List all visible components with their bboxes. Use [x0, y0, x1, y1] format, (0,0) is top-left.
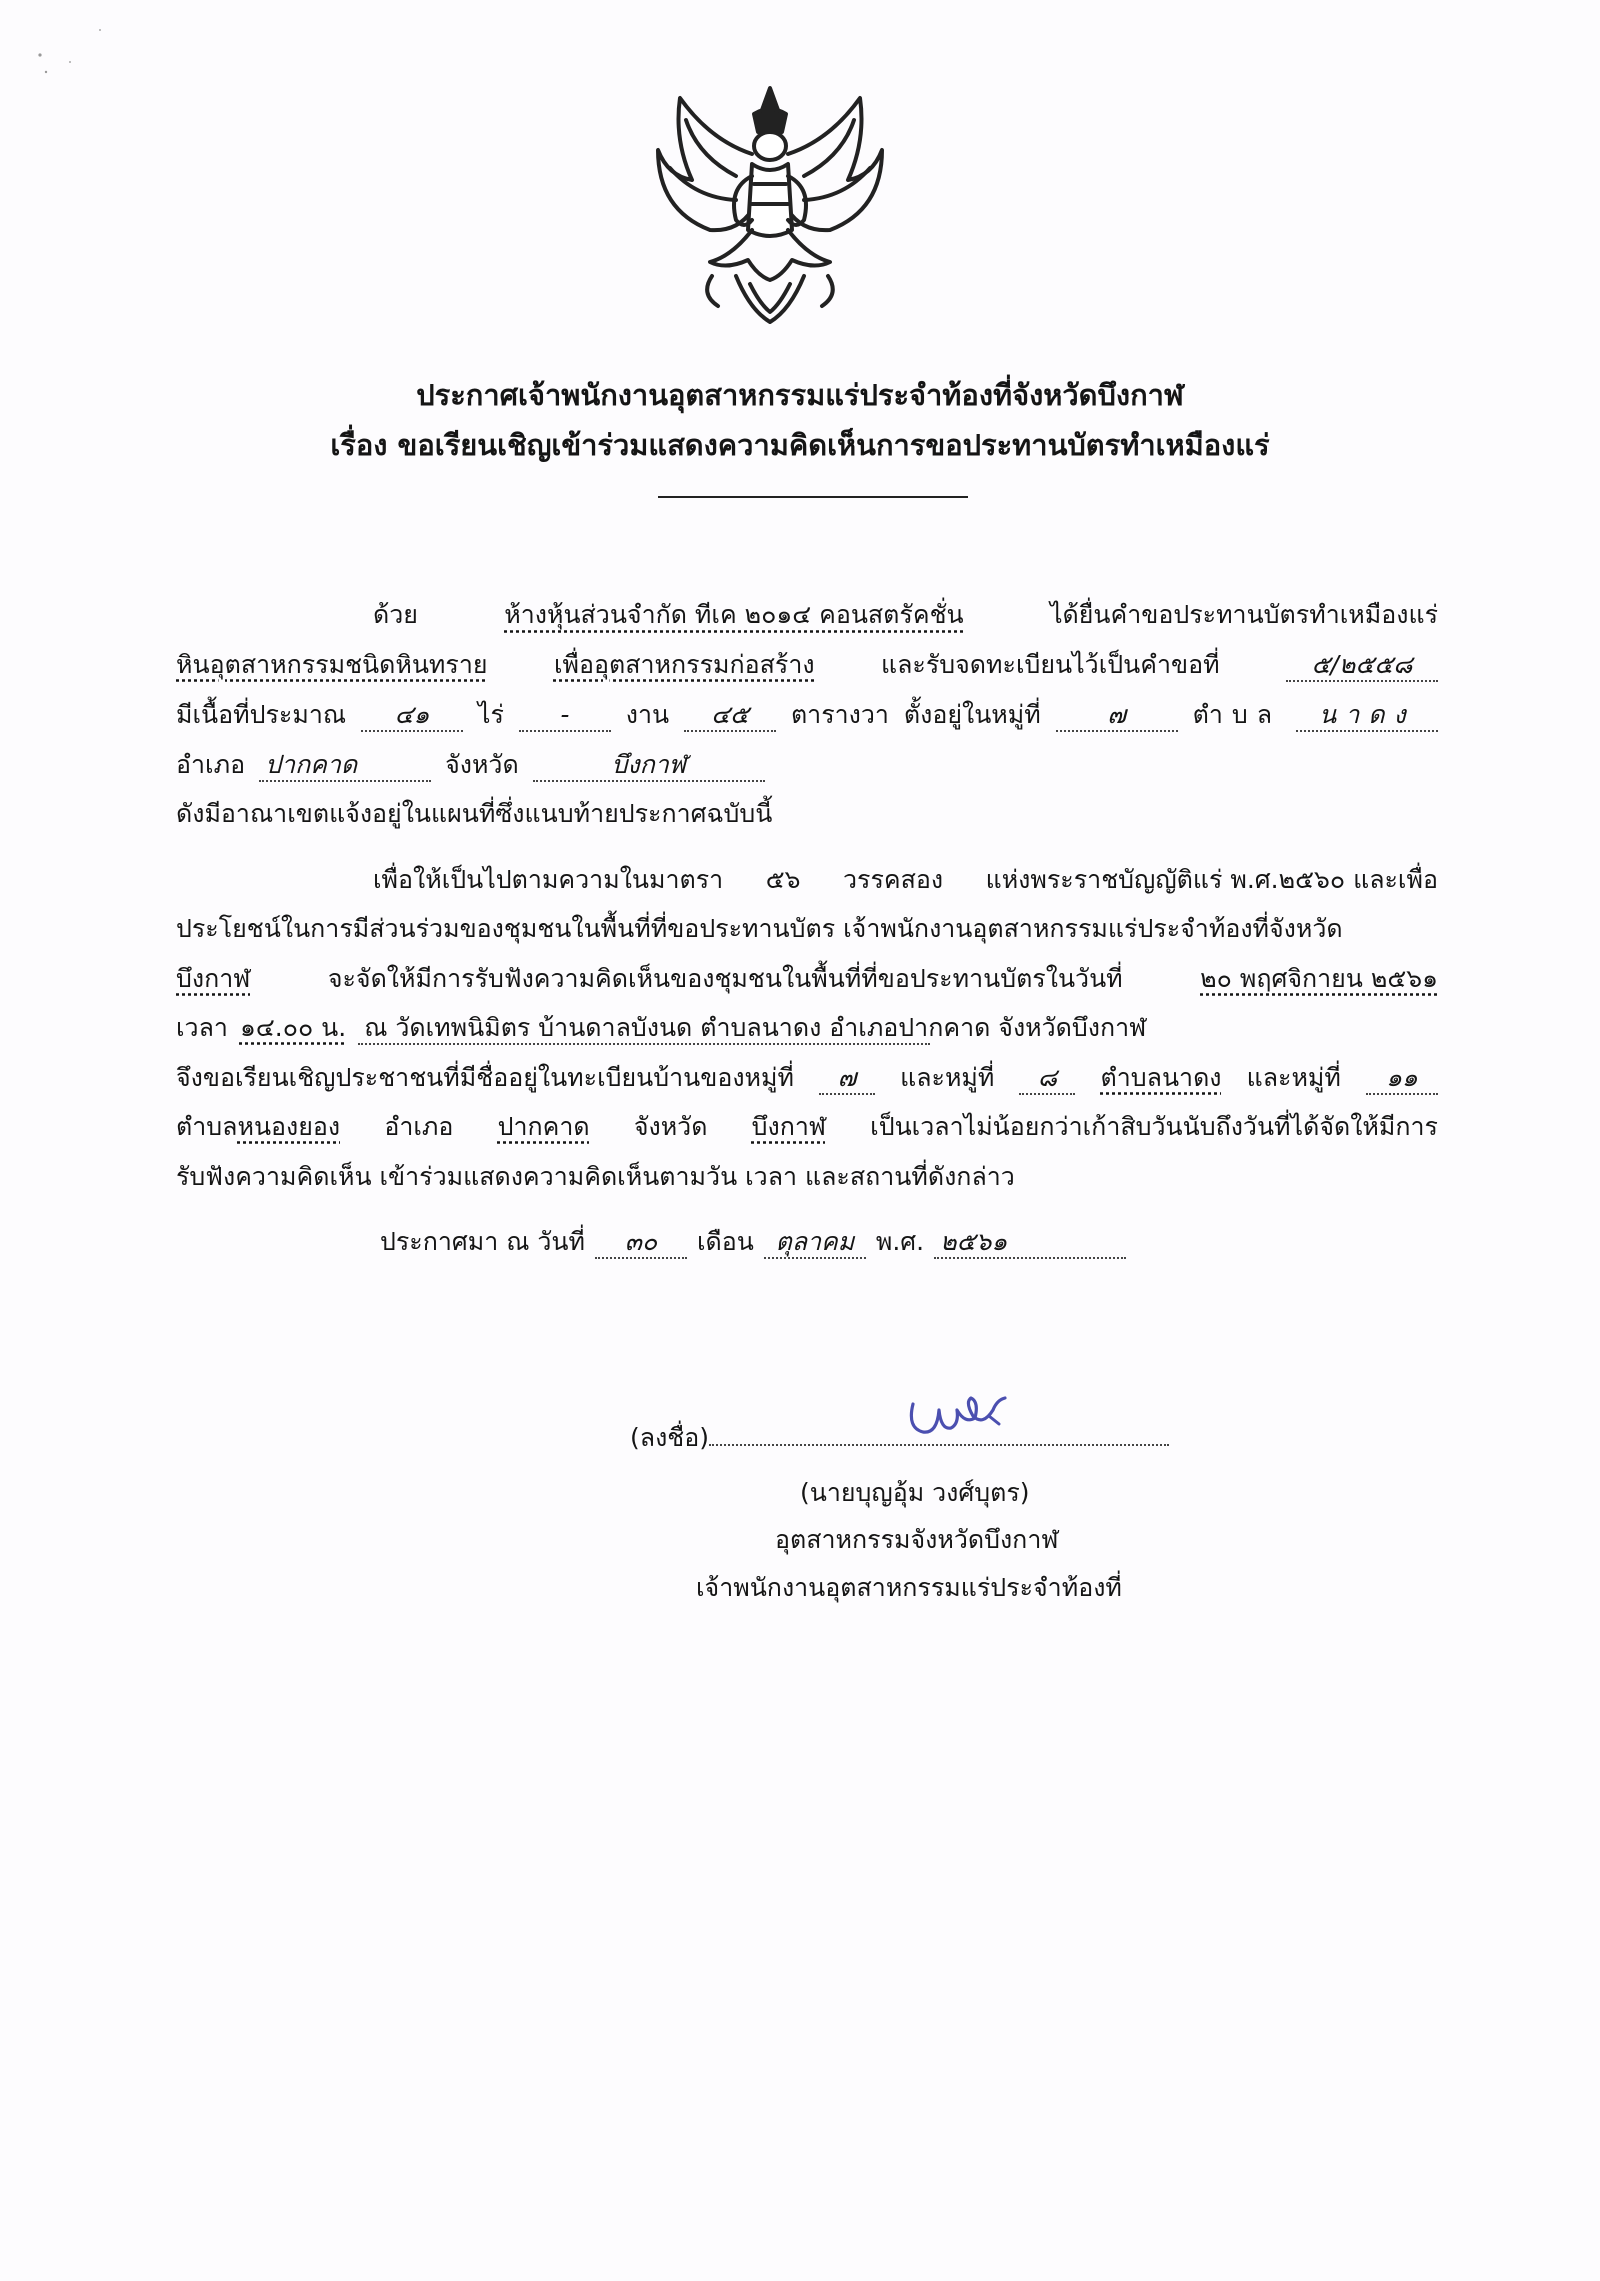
text: งาน — [625, 700, 670, 729]
amphoe: ปากคาด — [497, 1112, 590, 1141]
signature-dotted-line — [709, 1444, 1169, 1446]
law-section: ๕๖ — [765, 865, 801, 894]
handwritten-signature — [905, 1388, 1015, 1444]
announce-date-line — [380, 1225, 1280, 1259]
text: เดือน — [696, 1227, 754, 1256]
p1-line-2 — [176, 648, 1438, 682]
sign-label: (ลงชื่อ) — [630, 1423, 710, 1452]
text: ด้วย — [373, 600, 418, 629]
tambon: นาดง — [1296, 700, 1438, 732]
p1-line-1 — [373, 598, 1438, 632]
village-no: ๗ — [819, 1063, 875, 1095]
garuda-emblem-icon — [640, 80, 900, 330]
text: เวลา — [176, 1013, 228, 1042]
text: เพื่อให้เป็นไปตามความในมาตรา — [373, 865, 724, 894]
text: จะจัดให้มีการรับฟังความคิดเห็นของชุมชนในพื้นที่ที่ขอประทานบัตรในวันที่ — [327, 964, 1123, 993]
text: อำเภอ — [384, 1112, 454, 1141]
title-divider — [658, 496, 968, 498]
p2-line-7: รับฟังความคิดเห็น เข้าร่วมแสดงความคิดเห็นตามวัน เวลา และสถานที่ดังกล่าว — [176, 1162, 1015, 1191]
hearing-date: ๒๐ พฤศจิกายน ๒๕๖๑ — [1200, 964, 1438, 993]
amphoe: ปากคาด — [259, 750, 431, 782]
area-wa: ๔๕ — [684, 700, 776, 732]
signatory-position-1: อุตสาหกรรมจังหวัดบึงกาฬ — [775, 1525, 1059, 1554]
p2-line-2: ประโยชน์ในการมีส่วนร่วมของชุมชนในพื้นที่ที่ขอประทานบัตร เจ้าพนักงานอุตสาหกรรมแร่ประจำท้องที่จังหวัด — [176, 914, 1343, 943]
text: ได้ยื่นคำขอประทานบัตรทำเหมืองแร่ — [1049, 600, 1438, 629]
announcement-title: ประกาศเจ้าพนักงานอุตสาหกรรมแร่ประจำท้องที่จังหวัดบึงกาฬ — [416, 378, 1184, 412]
announce-month: ตุลาคม — [764, 1227, 866, 1259]
text: จังหวัด — [633, 1112, 708, 1141]
p1-line-5: ดังมีอาณาเขตแจ้งอยู่ในแผนที่ซึ่งแนบท้ายประกาศฉบับนี้ — [176, 799, 773, 828]
text: และหมู่ที่ — [1246, 1063, 1341, 1092]
text: และหมู่ที่ — [900, 1063, 995, 1092]
mineral-type: หินอุตสาหกรรมชนิดหินทราย — [176, 650, 488, 679]
p2-line-5 — [176, 1061, 1438, 1095]
p2-line-3 — [176, 962, 1438, 996]
text: ตำบล — [1192, 700, 1282, 729]
p2-line-4 — [176, 1011, 1438, 1045]
village-no: ๗ — [1056, 700, 1178, 732]
signatory-position-2: เจ้าพนักงานอุตสาหกรรมแร่ประจำท้องที่ — [696, 1573, 1122, 1602]
province: บึงกาฬ — [751, 1112, 826, 1141]
signatory-name: (นายบุญอุ้ม วงศ์บุตร) — [800, 1478, 1030, 1507]
text: ตำบล — [176, 1112, 238, 1141]
text: ประกาศมา ณ วันที่ — [380, 1227, 585, 1256]
text: และรับจดทะเบียนไว้เป็นคำขอที่ — [881, 650, 1220, 679]
text: แห่งพระราชบัญญัติแร่ พ.ศ.๒๕๖๐ และเพื่อ — [985, 865, 1438, 894]
hearing-place: ณ วัดเทพนิมิตร บ้านดาลบังนด ตำบลนาดง อำเภอปากคาด จังหวัดบึงกาฬ — [358, 1013, 930, 1045]
p2-line-1 — [373, 863, 1438, 897]
text: มีเนื้อที่ประมาณ — [176, 700, 347, 729]
area-rai: ๔๑ — [361, 700, 463, 732]
tambon: หนองยอง — [237, 1112, 341, 1141]
p2-line-6 — [176, 1110, 1438, 1144]
company-name: ห้างหุ้นส่วนจำกัด ทีเค ๒๐๑๔ คอนสตรัคชั่น — [504, 600, 964, 629]
text: อำเภอ — [176, 750, 246, 779]
text: พ.ศ. — [875, 1227, 925, 1256]
announce-day: ๓๐ — [595, 1227, 687, 1259]
announcement-subject: เรื่อง ขอเรียนเชิญเข้าร่วมแสดงความคิดเห็นการขอประทานบัตรทำเหมืองแร่ — [330, 428, 1270, 462]
village-no: ๑๑ — [1366, 1063, 1438, 1095]
text: ตั้งอยู่ในหมู่ที่ — [903, 700, 1041, 729]
sign-line — [630, 1418, 1169, 1458]
area-ngan: - — [519, 700, 611, 732]
text: วรรคสอง — [843, 865, 944, 894]
text: จึงขอเรียนเชิญประชาชนที่มีชื่ออยู่ในทะเบียนบ้านของหมู่ที่ — [176, 1063, 794, 1092]
request-number: ๕/๒๕๕๘ — [1286, 650, 1438, 682]
scan-specks — [30, 10, 120, 100]
village-no: ๘ — [1019, 1063, 1075, 1095]
p1-line-3 — [176, 698, 1438, 732]
announce-year: ๒๕๖๑ — [934, 1227, 1126, 1259]
text: ตารางวา — [790, 700, 889, 729]
text: เป็นเวลาไม่น้อยกว่าเก้าสิบวันนับถึงวันที่ได้จัดให้มีการ — [870, 1112, 1438, 1141]
text: ไร่ — [477, 700, 504, 729]
hearing-time: ๑๔.๐๐ น. — [239, 1013, 347, 1042]
mining-purpose: เพื่ออุตสาหกรรมก่อสร้าง — [553, 650, 815, 679]
p1-line-4 — [176, 748, 1438, 782]
text: จังหวัด — [445, 750, 519, 779]
province: บึงกาฬ — [533, 750, 765, 782]
tambon: ตำบลนาดง — [1100, 1063, 1222, 1092]
province: บึงกาฬ — [176, 964, 251, 993]
